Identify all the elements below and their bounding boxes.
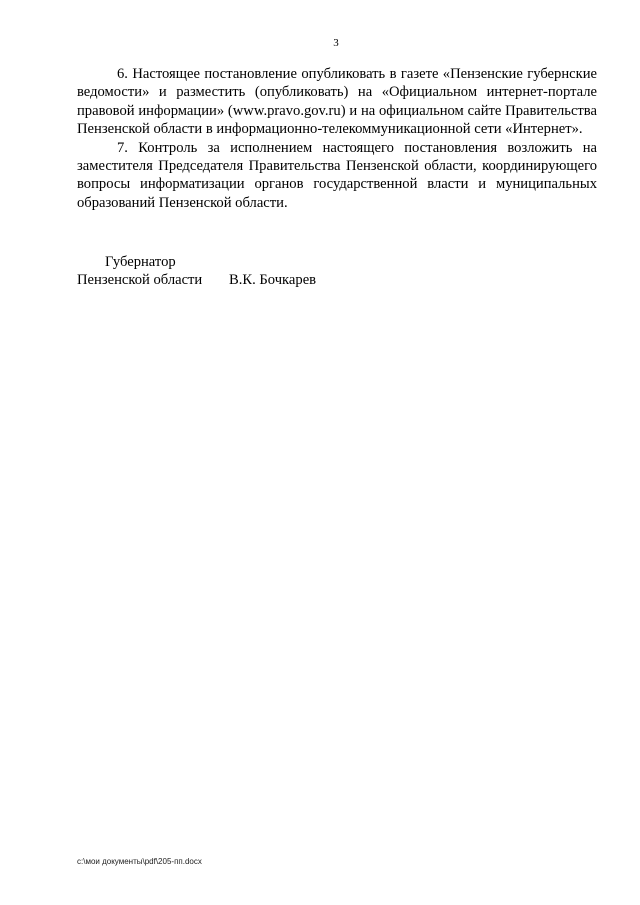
signature-region: Пензенской области — [77, 272, 203, 289]
signature-block — [77, 253, 316, 290]
paragraph-7: 7. Контроль за исполнением настоящего постановления возложить на заместителя Председателя Правительства Пензенской области, координирующего вопросы информатизации органов государственной власти и муниципальных образований Пензенской области. — [77, 139, 597, 211]
page-number: 3 — [333, 37, 339, 49]
signature-line — [77, 271, 316, 289]
paragraph-6: 6. Настоящее постановление опубликовать в газете «Пензенские губернские ведомости» и разместить (опубликовать) на «Официальном интернет-портале правовой информации» (www.pravo.gov.ru) и на официальном сайте Правительства Пензенской области в информационно-телекоммуникационной сети «Интернет». — [77, 66, 597, 138]
document-body — [77, 65, 597, 212]
signature-name: В.К. Бочкарев — [229, 272, 317, 289]
footer-file-path: c:\мои документы\pdf\205-пп.docx — [77, 857, 202, 866]
signature-title: Губернатор — [105, 254, 176, 270]
